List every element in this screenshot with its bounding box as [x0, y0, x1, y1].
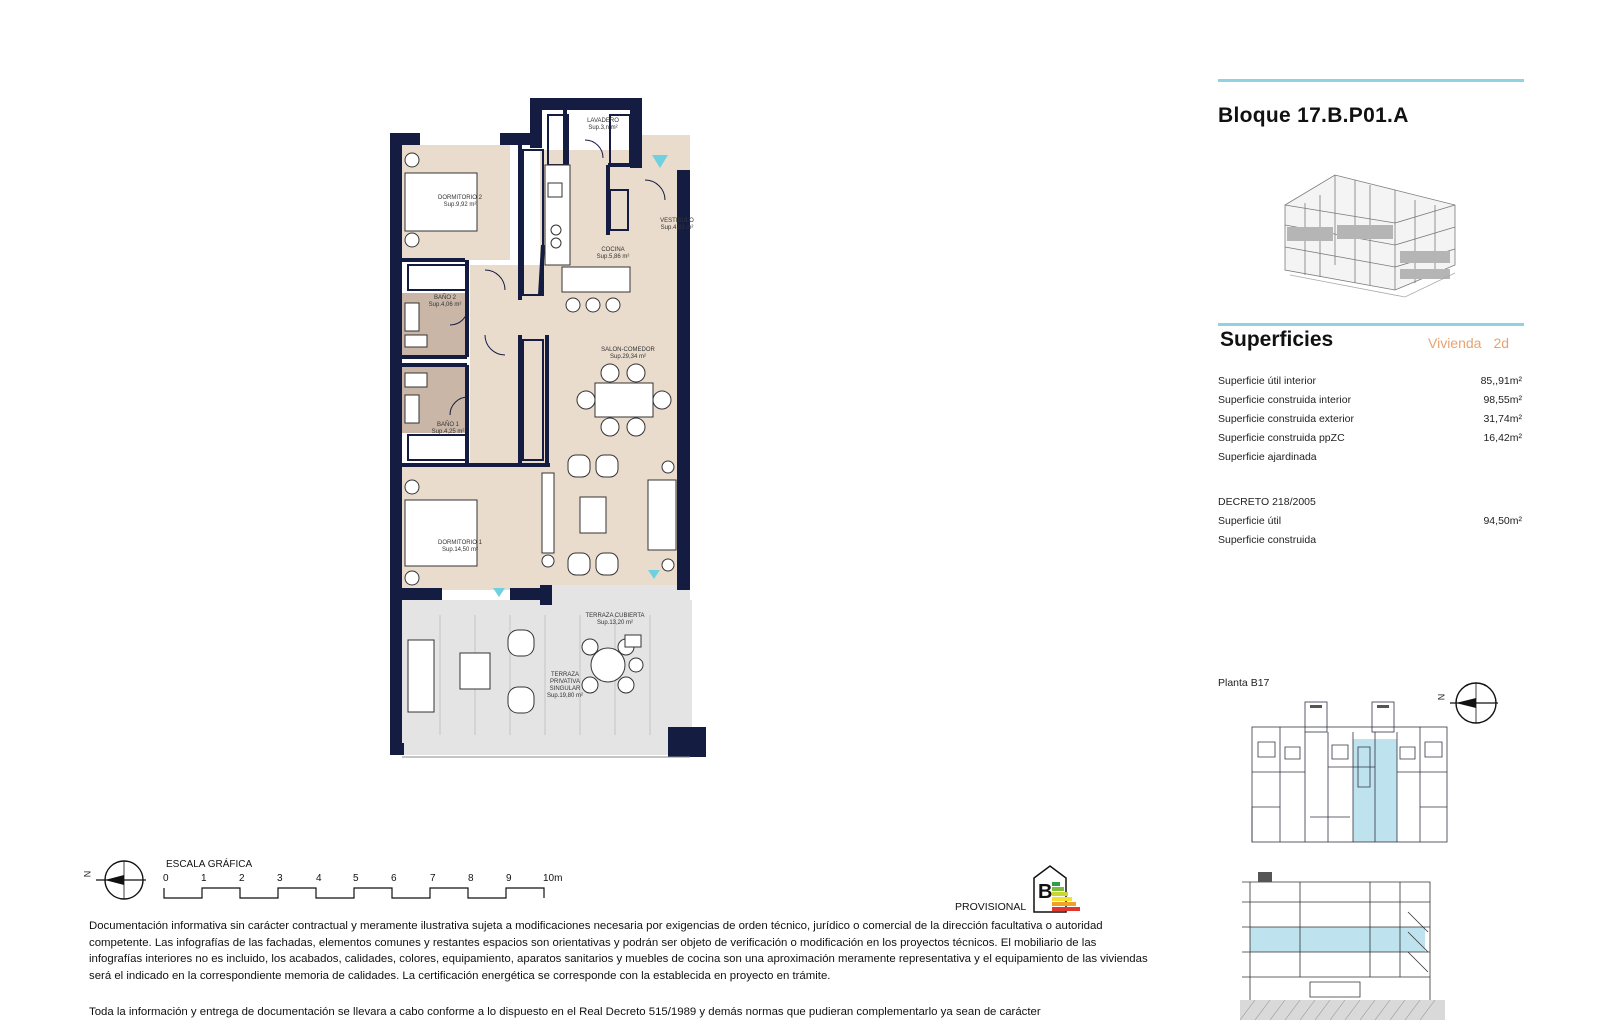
north-compass-icon: [84, 858, 148, 902]
room-name: DORMITORIO 1: [438, 540, 482, 546]
room-label-terraza-cubierta: [575, 613, 655, 627]
room-name: COCINA: [601, 247, 625, 253]
surface-value: 85,,91m²: [1480, 375, 1522, 387]
room-label-salon: [593, 347, 663, 361]
room-label-dormitorio1: [425, 540, 495, 554]
scale-tick: 5: [353, 873, 359, 884]
room-name: TERRAZA CUBIERTA: [585, 613, 645, 619]
surface-label: Superficie construida exterior: [1218, 413, 1354, 425]
surface-label: Superficie construida ppZC: [1218, 432, 1345, 444]
top-accent-rule: [1218, 79, 1524, 82]
surface-label: Superficie construida interior: [1218, 394, 1352, 406]
room-name: BAÑO 1: [436, 422, 459, 428]
scale-tick: 9: [506, 873, 512, 884]
surface-value: 98,55m²: [1483, 394, 1522, 406]
decreto-title: DECRETO 218/2005: [1218, 496, 1316, 508]
decreto-label: Superficie útil: [1218, 515, 1282, 527]
room-name: DORMITORIO 2: [438, 195, 482, 201]
room-area: Sup.13,20 m²: [596, 620, 634, 626]
decreto-row: [1218, 534, 1522, 546]
disclaimer-paragraph: Toda la información y entrega de documentación se llevara a cabo conforme a lo dispuesto en el Real Decreto 515/1989 y demás normas que pudieran complementarlo ya sean de carácter: [89, 1006, 1041, 1018]
surface-row: [1218, 375, 1522, 387]
block-title: Bloque 17.B.P01.A: [1218, 104, 1409, 127]
scale-tick: 1: [201, 873, 207, 884]
room-area: Sup.4,06 m²: [428, 302, 462, 308]
planta-label: Planta B17: [1218, 677, 1270, 689]
room-label-vestibulo: [652, 218, 702, 232]
scale-tick: 0: [163, 873, 169, 884]
scale-north-label: N: [82, 870, 93, 878]
room-label-lavadero: [578, 118, 628, 132]
energy-rating: B: [1038, 881, 1053, 903]
surface-row: [1218, 394, 1522, 406]
room-area: Sup.29,34 m²: [609, 354, 647, 360]
surface-value: 16,42m²: [1483, 432, 1522, 444]
bedroom-count: 2d: [1493, 335, 1510, 351]
room-name: LAVADERO: [587, 118, 619, 124]
room-area: Sup.14,50 m²: [441, 547, 479, 553]
room-area: Sup.4,25 m²: [431, 429, 465, 435]
decreto-value: 94,50m²: [1483, 515, 1522, 527]
scale-title: ESCALA GRÁFICA: [166, 859, 253, 870]
keyplan-floor-plan: [1250, 697, 1450, 847]
disclaimer-paragraph: Documentación informativa sin carácter contractual y meramente ilustrativa sujeta a modificaciones necesaria por exigencias de orden técnico, jurídico o comercial de la dirección facultativa o autoridad competente. Las infografías de las fachadas, elementos comunes y restantes espacios son orientativas y podrán ser objeto de verificación o modificación en los proyectos técnicos. El mobiliario de las infografías interiores no es incluido, los acabados, calidades, colores, equipamiento, aparatos sanitarios y muebles de cocina son una aproximación meramente representativa y el equipamiento de las viviendas será el indicado en la correspondiente memoria de calidades. La certificación energética se corresponde con la establecida en proyecto en trámite.: [89, 920, 1148, 982]
room-name: VESTIBULO: [660, 218, 694, 224]
decreto-label: Superficie construida: [1218, 534, 1317, 546]
section-drawing: [1240, 872, 1450, 1022]
scale-tick: 7: [430, 873, 436, 884]
room-label-cocina: [588, 247, 638, 261]
keyplan-north-label: N: [1436, 693, 1447, 701]
room-label-terraza-privativa: [545, 672, 585, 700]
surfaces-title: Superficies: [1220, 328, 1334, 351]
room-name: BAÑO 2: [433, 295, 456, 301]
building-3d-illustration: [1275, 165, 1460, 300]
scale-tick: 2: [239, 873, 245, 884]
surface-label: Superficie útil interior: [1218, 375, 1317, 387]
energy-status: PROVISIONAL: [955, 901, 1027, 913]
scale-tick: 6: [391, 873, 397, 884]
room-label-bano2: [425, 295, 465, 309]
room-area: Sup.19,80 m²: [546, 693, 584, 699]
scale-tick: 10m: [543, 873, 563, 884]
room-area: Sup.5,86 m²: [596, 254, 630, 260]
room-area: Sup.9,92 m²: [443, 202, 477, 208]
room-name: TERRAZA PRIVATIVA SINGULAR: [549, 672, 581, 692]
surface-row: [1218, 451, 1522, 463]
room-label-bano1: [428, 422, 468, 436]
surfaces-accent-rule: [1218, 323, 1524, 326]
room-name: SALON-COMEDOR: [601, 347, 655, 353]
room-area: Sup.4,83 m²: [660, 225, 694, 231]
scale-tick: 8: [468, 873, 474, 884]
room-area: Sup.3,n m²: [588, 125, 618, 131]
scale-tick: 3: [277, 873, 283, 884]
scale-tick: 4: [316, 873, 322, 884]
surface-value: 31,74m²: [1483, 413, 1522, 425]
decreto-row: [1218, 515, 1522, 527]
surface-row: [1218, 432, 1522, 444]
surface-label: Superficie ajardinada: [1218, 451, 1317, 463]
dwelling-type: [1428, 335, 1509, 351]
room-label-dormitorio2: [425, 195, 495, 209]
surface-row: [1218, 413, 1522, 425]
entry-triangle-icon: [493, 588, 505, 597]
dwelling-type-label: Vivienda: [1428, 335, 1482, 351]
scale-bar: [162, 886, 554, 902]
